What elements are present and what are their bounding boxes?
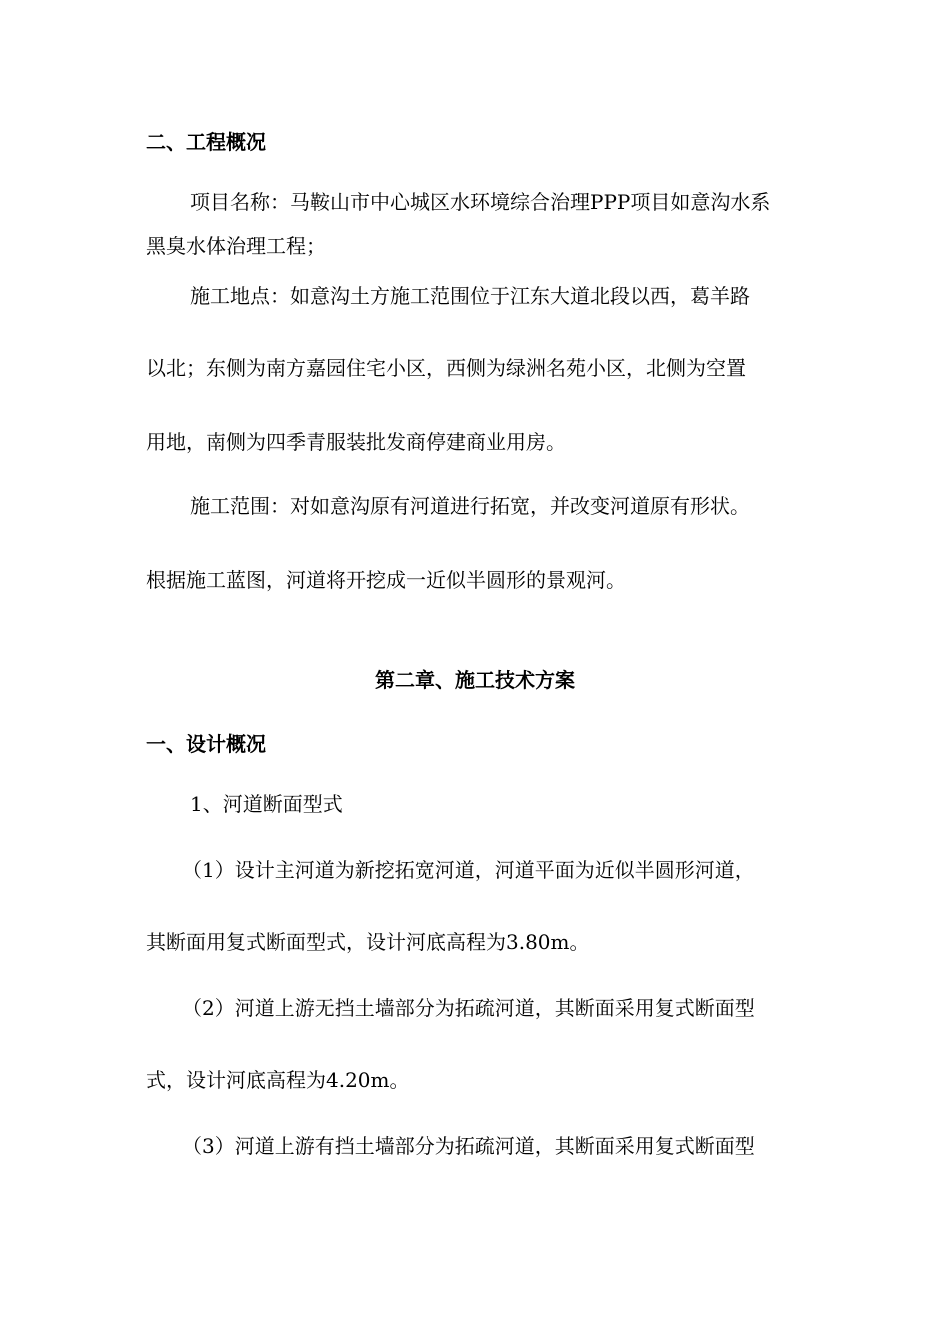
construction-scope-line-2: 根据施工蓝图，河道将开挖成一近似半圆形的景观河。 [146, 568, 626, 592]
chapter-title: 第二章、施工技术方案 [375, 668, 575, 692]
paragraph-2-line-1: （2）河道上游无挡土墙部分为拓疏河道，其断面采用复式断面型 [182, 996, 755, 1020]
construction-scope-line-1: 施工范围：对如意沟原有河道进行拓宽，并改变河道原有形状。 [190, 494, 750, 518]
site-location-line-1: 施工地点：如意沟土方施工范围位于江东大道北段以西，葛羊路 [190, 284, 750, 308]
section-heading-project-overview: 二、工程概况 [146, 130, 266, 154]
paragraph-1-line-1: （1）设计主河道为新挖拓宽河道，河道平面为近似半圆形河道， [182, 858, 755, 882]
section-heading-design-overview: 一、设计概况 [146, 732, 266, 756]
project-name-line-2: 黑臭水体治理工程； [146, 234, 326, 258]
paragraph-3-line-1: （3）河道上游有挡土墙部分为拓疏河道，其断面采用复式断面型 [182, 1134, 755, 1158]
site-location-line-3: 用地，南侧为四季青服装批发商停建商业用房。 [146, 430, 566, 454]
project-name-line-1: 项目名称：马鞍山市中心城区水环境综合治理PPP项目如意沟水系 [190, 190, 771, 214]
paragraph-1-line-2: 其断面用复式断面型式，设计河底高程为3.80m。 [146, 930, 590, 954]
item-heading-river-section: 1、河道断面型式 [190, 792, 343, 816]
paragraph-2-line-2: 式，设计河底高程为4.20m。 [146, 1068, 410, 1092]
site-location-line-2: 以北；东侧为南方嘉园住宅小区，西侧为绿洲名苑小区，北侧为空置 [146, 356, 746, 380]
